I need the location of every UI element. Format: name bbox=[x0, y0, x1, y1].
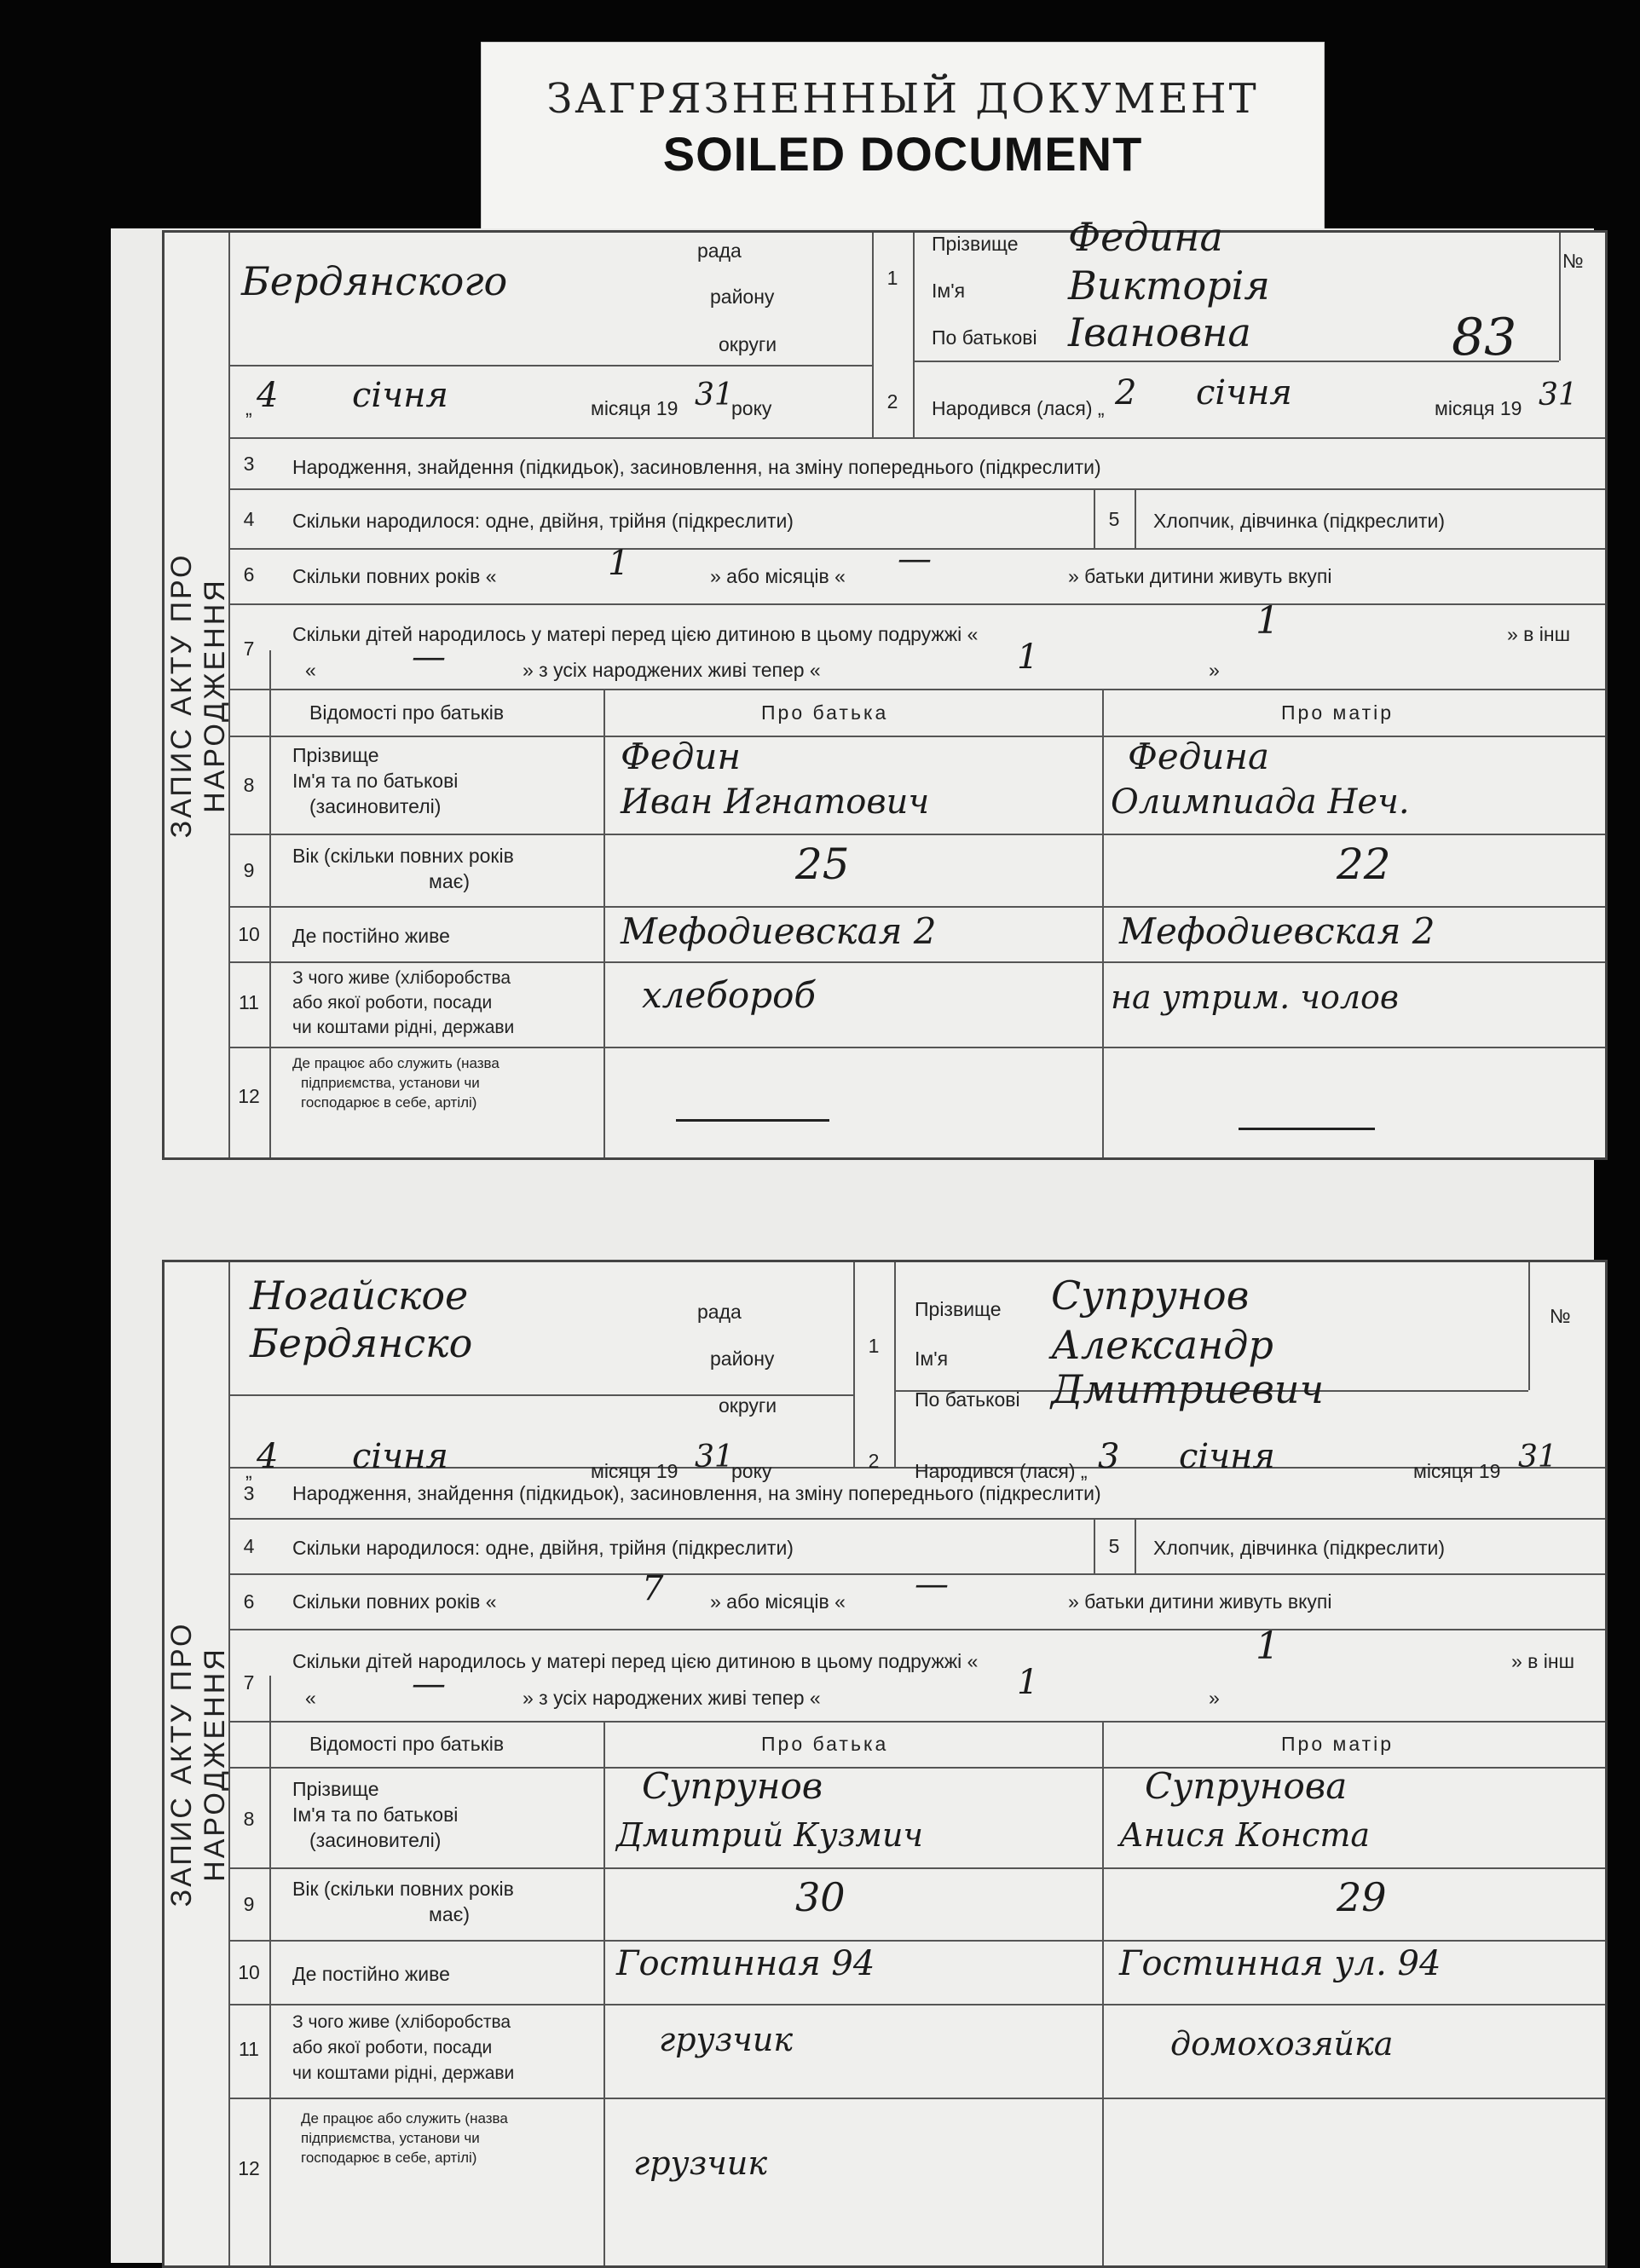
row-num-10: 10 bbox=[238, 1961, 260, 1983]
father-surname: Федин bbox=[621, 736, 742, 777]
row7-text-b: » в інш bbox=[1511, 1650, 1575, 1672]
row-num-3: 3 bbox=[243, 1482, 255, 1504]
row11-text-a: З чого живе (хліборобства bbox=[292, 968, 511, 988]
row5-text: Хлопчик, дівчинка (підкреслити) bbox=[1153, 510, 1446, 532]
row8-text-b: Ім'я та по батькові bbox=[292, 770, 459, 792]
row6-text-c: » батьки дитини живуть вкупі bbox=[1068, 1590, 1332, 1613]
mother-occupation: на утрим. чолов bbox=[1111, 978, 1400, 1016]
birth-month-label: місяця 19 bbox=[1435, 397, 1522, 419]
surname-label: Прізвище bbox=[915, 1298, 1002, 1320]
mother-workplace-dash bbox=[1239, 1128, 1375, 1130]
parents-info-header: Відомості про батьків bbox=[309, 701, 505, 724]
raion-handwritten: Бердянского bbox=[241, 258, 508, 304]
born-label: Народився (лася) „ bbox=[932, 397, 1105, 419]
row7-text-e: » bbox=[1209, 1687, 1220, 1709]
okruha-label: округи bbox=[719, 333, 777, 355]
row-num-1: 1 bbox=[868, 1335, 880, 1357]
name-label: Ім'я bbox=[932, 280, 966, 302]
father-header: Про батька bbox=[761, 1733, 889, 1755]
rada-label: рада bbox=[697, 239, 742, 262]
reg-quote: „ bbox=[245, 397, 252, 419]
children-other: — bbox=[412, 638, 446, 677]
row3-text: Народження, знайдення (підкидьок), засиновлення, на зміну попереднього (підкреслити) bbox=[292, 1482, 1101, 1504]
birth-record-2 bbox=[162, 1260, 1608, 2268]
row-num-4: 4 bbox=[243, 508, 255, 530]
row-num-6: 6 bbox=[243, 1590, 255, 1613]
father-full-name: Иван Игнатович bbox=[621, 782, 930, 822]
row11-text-b: або якої роботи, посади bbox=[292, 993, 493, 1013]
row7-text-d: » з усіх народжених живі тепер « bbox=[523, 659, 821, 681]
row6-text-c: » батьки дитини живуть вкупі bbox=[1068, 565, 1332, 587]
row-num-9: 9 bbox=[243, 859, 255, 881]
father-address: Мефодиевская 2 bbox=[621, 910, 937, 952]
row-num-8: 8 bbox=[243, 774, 255, 796]
row8-text-a: Прізвище bbox=[292, 1778, 379, 1800]
birth-day: 2 bbox=[1115, 373, 1137, 413]
row7-text-e: » bbox=[1209, 659, 1220, 681]
patronymic-handwritten: Дмитриевич bbox=[1051, 1366, 1325, 1412]
years-together: 7 bbox=[642, 1569, 664, 1608]
row-num-7: 7 bbox=[243, 1671, 255, 1694]
record-number: 83 bbox=[1452, 308, 1517, 367]
birth-day: 3 bbox=[1098, 1437, 1120, 1476]
mother-age: 29 bbox=[1337, 1874, 1387, 1920]
side-title: ЗАПИС АКТУ ПРО НАРОДЖЕННЯ bbox=[165, 1621, 231, 1907]
birth-month: січня bbox=[1196, 373, 1292, 413]
row6-text-b: » або місяців « bbox=[710, 565, 846, 587]
row-num-3: 3 bbox=[243, 453, 255, 475]
row11-text-a: З чого живе (хліборобства bbox=[292, 2012, 511, 2032]
surname-label: Прізвище bbox=[932, 233, 1019, 255]
row6-text-a: Скільки повних років « bbox=[292, 1590, 497, 1613]
row-num-12: 12 bbox=[238, 1085, 260, 1107]
row10-text: Де постійно живе bbox=[292, 1963, 450, 1985]
patronymic-label: По батькові bbox=[932, 326, 1037, 349]
row-num-5: 5 bbox=[1108, 1535, 1120, 1557]
mother-full-name: Анися Конста bbox=[1119, 1816, 1371, 1854]
row-num-2: 2 bbox=[868, 1450, 880, 1472]
row-num-12: 12 bbox=[238, 2157, 260, 2179]
birth-year: 31 bbox=[1539, 378, 1578, 413]
surname-handwritten: Супрунов bbox=[1051, 1273, 1250, 1319]
row-num-5: 5 bbox=[1108, 508, 1120, 530]
mother-surname: Федина bbox=[1128, 736, 1270, 777]
row7-text-a: Скільки дітей народилось у матері перед цією дитиною в цьому подружжі « bbox=[292, 623, 979, 645]
label-russian: ЗАГРЯЗНЕННЫЙ ДОКУМЕНТ bbox=[546, 75, 1259, 123]
row6-text-a: Скільки повних років « bbox=[292, 565, 497, 587]
mother-surname: Супрунова bbox=[1145, 1765, 1348, 1807]
months-together: — bbox=[898, 540, 932, 579]
number-sign: № bbox=[1550, 1305, 1571, 1327]
row7-text-d: » з усіх народжених живі тепер « bbox=[523, 1687, 821, 1709]
mother-full-name: Олимпиада Неч. bbox=[1111, 782, 1410, 822]
row12-text-a: Де працює або служить (назва bbox=[301, 2110, 508, 2127]
raion-label: району bbox=[710, 286, 775, 308]
row9-text-a: Вік (скільки повних років bbox=[292, 1878, 514, 1900]
years-together: 1 bbox=[608, 544, 630, 583]
row-num-11: 11 bbox=[239, 2038, 259, 2060]
children-before: 1 bbox=[1256, 599, 1279, 643]
name-handwritten: Викторія bbox=[1068, 263, 1270, 309]
father-workplace: грузчик bbox=[633, 2144, 768, 2182]
birth-month: січня bbox=[1179, 1437, 1275, 1476]
label-english: SOILED DOCUMENT bbox=[662, 127, 1143, 181]
mother-age: 22 bbox=[1337, 840, 1391, 889]
father-age: 25 bbox=[795, 840, 850, 889]
reg-month: січня bbox=[352, 1437, 448, 1476]
mother-address: Мефодиевская 2 bbox=[1119, 910, 1435, 952]
born-label: Народився (лася) „ bbox=[915, 1460, 1088, 1482]
row8-text-c: (засиновителі) bbox=[309, 795, 442, 817]
row-num-9: 9 bbox=[243, 1893, 255, 1915]
children-alive: 1 bbox=[1017, 638, 1039, 677]
row-num-10: 10 bbox=[238, 923, 260, 945]
reg-quote: „ bbox=[245, 1460, 252, 1482]
reg-year: 31 bbox=[695, 1440, 734, 1474]
father-occupation: хлебороб bbox=[642, 974, 817, 1016]
row3-text: Народження, знайдення (підкидьок), засиновлення, на зміну попереднього (підкреслити) bbox=[292, 456, 1101, 478]
row12-text-c: господарює в себе, артілі) bbox=[301, 2150, 477, 2166]
row5-text: Хлопчик, дівчинка (підкреслити) bbox=[1153, 1537, 1446, 1559]
birth-record-1 bbox=[162, 214, 1608, 1160]
row12-text-c: господарює в себе, артілі) bbox=[301, 1094, 477, 1111]
birth-year: 31 bbox=[1518, 1440, 1557, 1474]
row9-text-b: має) bbox=[429, 870, 470, 892]
row12-text-b: підприємства, установи чи bbox=[301, 2130, 480, 2146]
row12-text-a: Де працює або служить (назва bbox=[292, 1055, 500, 1071]
father-header: Про батька bbox=[761, 701, 889, 724]
name-label: Ім'я bbox=[915, 1348, 949, 1370]
months-together: — bbox=[915, 1565, 949, 1604]
row-num-4: 4 bbox=[243, 1535, 255, 1557]
name-handwritten: Александр bbox=[1051, 1322, 1273, 1368]
reg-day: 4 bbox=[257, 376, 279, 415]
row-num-1: 1 bbox=[886, 267, 898, 289]
rada-label: рада bbox=[697, 1301, 742, 1323]
mother-header: Про матір bbox=[1281, 1733, 1395, 1755]
parents-info-header: Відомості про батьків bbox=[309, 1733, 505, 1755]
row8-text-b: Ім'я та по батькові bbox=[292, 1803, 459, 1826]
raion-handwritten: Бердянско bbox=[250, 1320, 473, 1366]
row12-text-b: підприємства, установи чи bbox=[301, 1075, 480, 1091]
children-before: 1 bbox=[1256, 1625, 1279, 1668]
reg-year-label: року bbox=[731, 1460, 772, 1482]
row9-text-a: Вік (скільки повних років bbox=[292, 845, 514, 867]
mother-occupation: домохозяйка bbox=[1170, 2025, 1394, 2063]
patronymic-label: По батькові bbox=[915, 1388, 1020, 1411]
reg-year: 31 bbox=[695, 378, 734, 413]
rada-handwritten: Ногайское bbox=[250, 1273, 469, 1319]
reg-year-label: року bbox=[731, 397, 772, 419]
birth-month-label: місяця 19 bbox=[1413, 1460, 1501, 1482]
reg-month-label: місяця 19 bbox=[591, 1460, 679, 1482]
row11-text-c: чи коштами рідні, держави bbox=[292, 1018, 515, 1037]
father-surname: Супрунов bbox=[642, 1765, 823, 1807]
row11-text-b: або якої роботи, посади bbox=[292, 2038, 493, 2057]
row-num-7: 7 bbox=[243, 638, 255, 660]
side-strip bbox=[165, 233, 230, 1157]
row11-text-c: чи коштами рідні, держави bbox=[292, 2063, 515, 2083]
soiled-document-label bbox=[482, 43, 1324, 243]
reg-day: 4 bbox=[257, 1437, 279, 1476]
patronymic-handwritten: Івановна bbox=[1068, 309, 1251, 355]
father-workplace-dash bbox=[676, 1119, 829, 1122]
row4-text: Скільки народилося: одне, двійня, трійня (підкреслити) bbox=[292, 1537, 794, 1559]
row-num-8: 8 bbox=[243, 1808, 255, 1830]
father-address: Гостинная 94 bbox=[616, 1944, 875, 1983]
row7-text-c: « bbox=[305, 1687, 316, 1709]
row7-text-a: Скільки дітей народилось у матері перед цією дитиною в цьому подружжі « bbox=[292, 1650, 979, 1672]
father-occupation: грузчик bbox=[659, 2021, 794, 2058]
row8-text-c: (засиновителі) bbox=[309, 1829, 442, 1851]
row9-text-b: має) bbox=[429, 1903, 470, 1925]
reg-month: січня bbox=[352, 376, 448, 415]
mother-address: Гостинная ул. 94 bbox=[1119, 1944, 1441, 1983]
okruha-label: округи bbox=[719, 1394, 777, 1417]
side-title: ЗАПИС АКТУ ПРО НАРОДЖЕННЯ bbox=[165, 552, 231, 838]
surname-handwritten: Федина bbox=[1068, 214, 1223, 260]
children-other: — bbox=[412, 1665, 446, 1704]
father-age: 30 bbox=[795, 1874, 846, 1920]
row8-text-a: Прізвище bbox=[292, 744, 379, 766]
row-num-11: 11 bbox=[239, 991, 259, 1013]
father-full-name: Дмитрий Кузмич bbox=[616, 1816, 924, 1854]
row10-text: Де постійно живе bbox=[292, 925, 450, 947]
row4-text: Скільки народилося: одне, двійня, трійня (підкреслити) bbox=[292, 510, 794, 532]
row-num-2: 2 bbox=[886, 390, 898, 413]
row7-text-c: « bbox=[305, 659, 316, 681]
children-alive: 1 bbox=[1017, 1663, 1039, 1702]
side-strip bbox=[165, 1262, 230, 2265]
reg-month-label: місяця 19 bbox=[591, 397, 679, 419]
mother-header: Про матір bbox=[1281, 701, 1395, 724]
number-sign: № bbox=[1562, 250, 1584, 272]
row7-text-b: » в інш bbox=[1507, 623, 1571, 645]
row-num-6: 6 bbox=[243, 563, 255, 586]
raion-label: району bbox=[710, 1348, 775, 1370]
row6-text-b: » або місяців « bbox=[710, 1590, 846, 1613]
